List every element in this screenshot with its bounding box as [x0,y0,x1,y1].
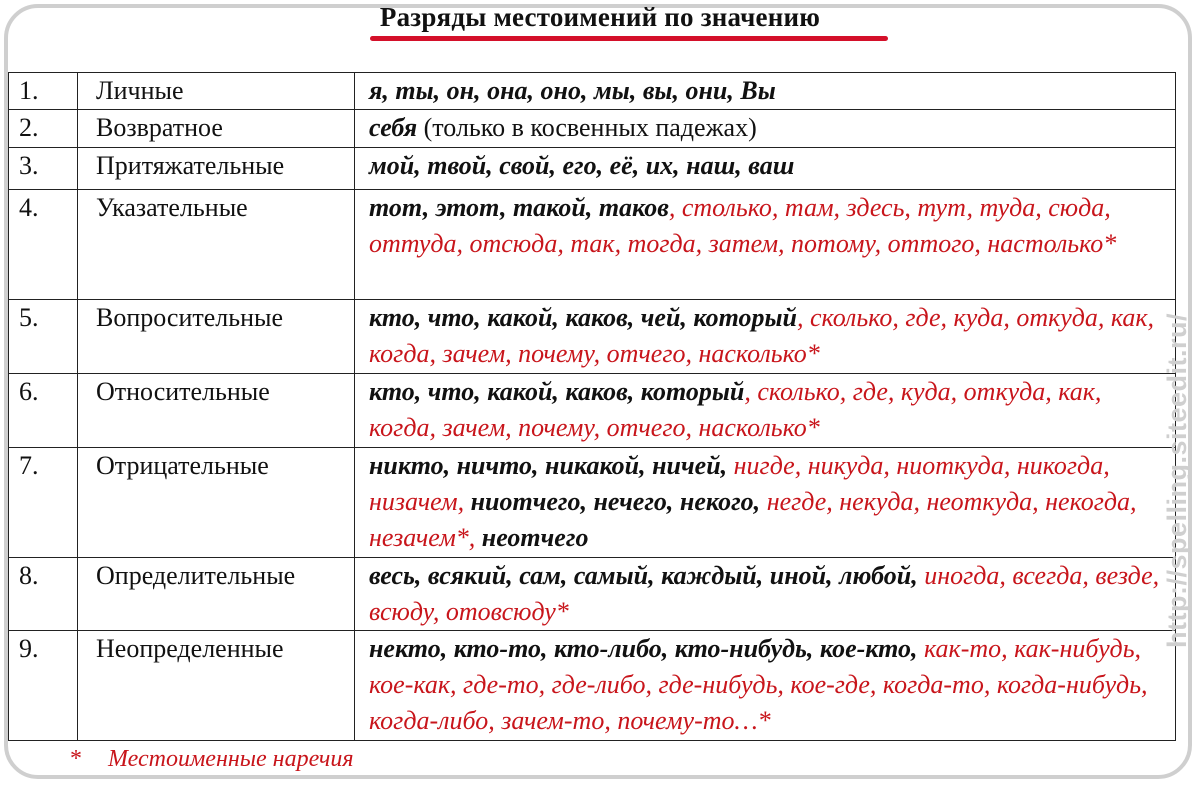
row-number: 8. [9,558,78,631]
row-category: Отрицательные [78,448,355,558]
table-row [9,631,1176,741]
examples-pronouns: никто, ничто, никакой, ничей, [369,451,734,480]
footnote-asterisk: * [70,746,82,772]
watermark-url: http://spelling.siteedit.ru/ [1162,312,1192,648]
row-category: Личные [78,73,355,110]
row-number: 1. [9,73,78,110]
examples-adverbs-2: негде, некуда, неоткуда, некогда, незачем*, [369,487,1137,552]
examples-adverbs: нигде, никуда, ниоткуда, никогда, низачем, [369,451,1110,516]
row-examples [355,631,1176,741]
footnote [70,746,354,773]
pronoun-categories-table [8,72,1176,741]
examples-adverbs: , сколько, где, куда, откуда, как, когда, зачем, почему, отчего, насколько* [369,303,1155,368]
title-underline [370,36,888,41]
row-number: 4. [9,190,78,300]
row-examples [355,73,1176,110]
row-examples [355,148,1176,190]
row-category: Неопределенные [78,631,355,741]
examples-pronouns: кто, что, какой, каков, чей, который [369,303,797,332]
examples-adverbs: иногда, всегда, везде, всюду, отовсюду* [369,561,1160,626]
row-category: Относительные [78,374,355,448]
table-row [9,73,1176,110]
examples-pronouns-2: ниотчего, нечего, некого, [470,487,767,516]
footnote-text: Местоименные наречия [108,746,354,772]
row-number: 3. [9,148,78,190]
row-category: Вопросительные [78,300,355,374]
row-number: 9. [9,631,78,741]
row-number: 7. [9,448,78,558]
row-examples [355,110,1176,148]
examples-pronouns: весь, всякий, сам, самый, каждый, иной, любой, [369,561,925,590]
table-row [9,110,1176,148]
examples-pronouns: я, ты, он, она, оно, мы, вы, они, Вы [369,76,776,105]
table-row [9,190,1176,300]
table-row [9,300,1176,374]
table-row [9,374,1176,448]
examples-adverbs: , сколько, где, куда, откуда, как, когда, зачем, почему, отчего, насколько* [369,377,1102,442]
examples-pronouns-3: неотчего [481,523,589,552]
row-examples [355,448,1176,558]
examples-pronouns: тот, этот, такой, таков [369,193,669,222]
examples-pronouns: некто, кто-то, кто-либо, кто-нибудь, кое-кто, [369,634,925,663]
row-examples [355,374,1176,448]
table-row [9,148,1176,190]
row-examples [355,558,1176,631]
table-row [9,558,1176,631]
page-title: Разряды местоимений по значению [379,2,821,32]
row-category: Указательные [78,190,355,300]
row-category: Притяжательные [78,148,355,190]
examples-pronouns: кто, что, какой, каков, который [369,377,745,406]
row-category: Возвратное [78,110,355,148]
row-category: Определительные [78,558,355,631]
examples-pronouns: мой, твой, свой, его, её, их, наш, ваш [369,151,795,180]
examples-adverbs: как-то, как-нибудь, кое-как, где-то, где-либо, где-нибудь, кое-где, когда-то, когда-нибудь, когда-либо, зачем-то, почему-то…* [369,634,1148,735]
examples-adverbs: , столько, там, здесь, тут, туда, сюда, оттуда, отсюда, так, тогда, затем, потому, оттого, настолько* [369,193,1117,258]
row-number: 2. [9,110,78,148]
examples-pronouns: себя [369,113,418,142]
row-examples [355,300,1176,374]
row-number: 5. [9,300,78,374]
row-examples [355,190,1176,300]
table-row [9,448,1176,558]
row-number: 6. [9,374,78,448]
examples-note: (только в косвенных падежах) [417,113,757,142]
